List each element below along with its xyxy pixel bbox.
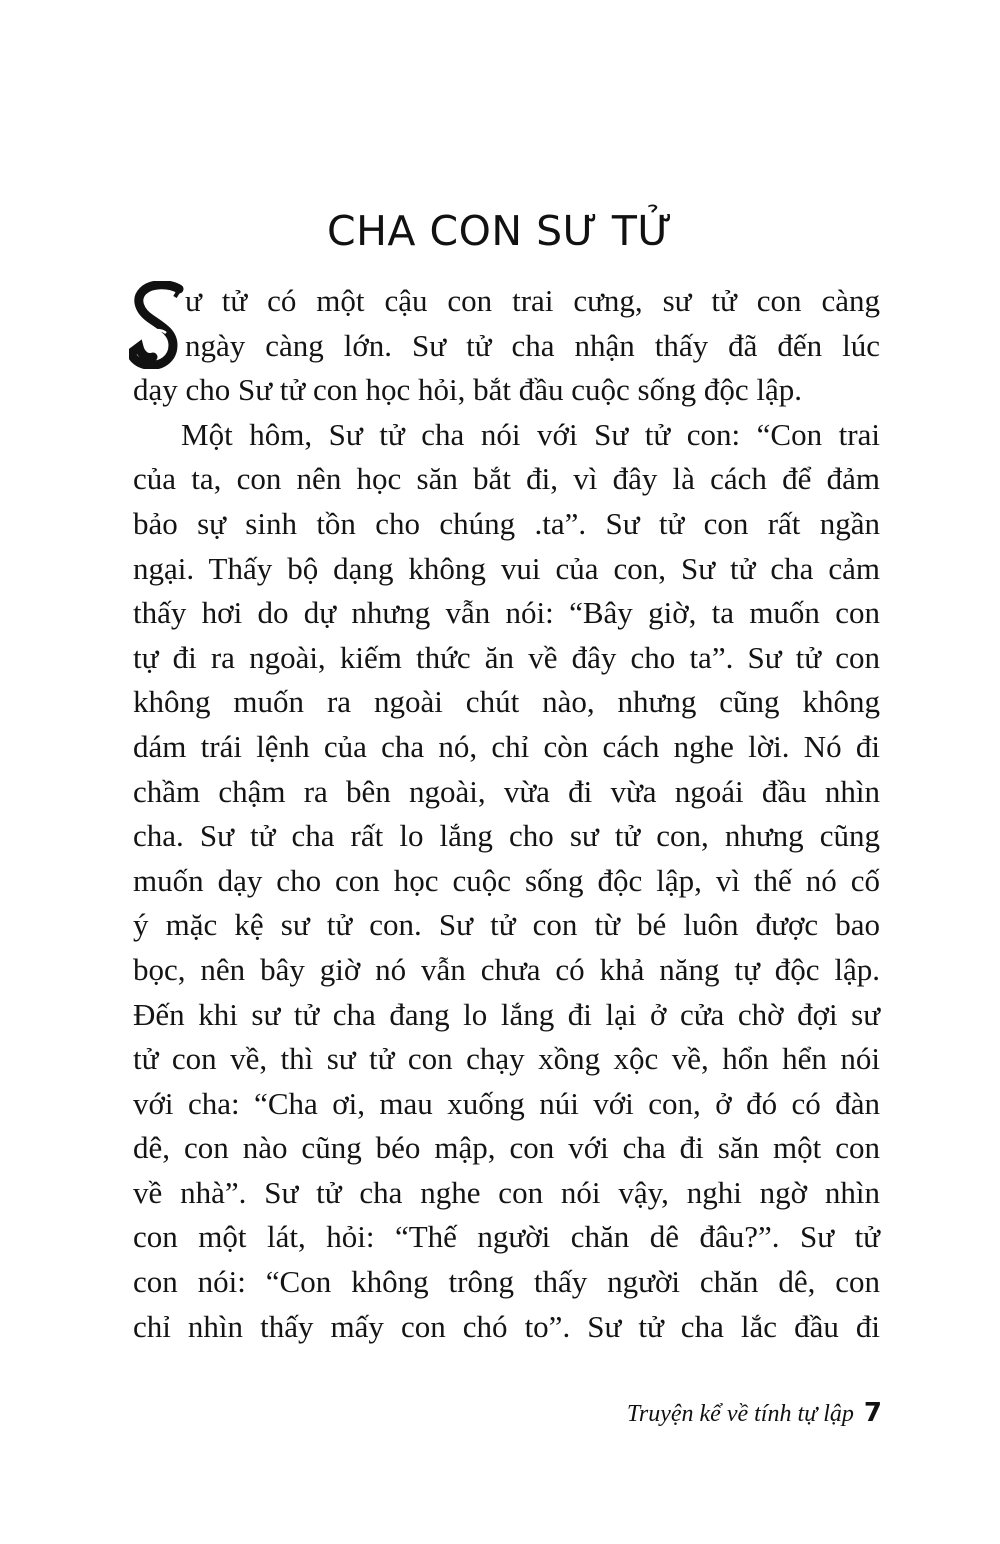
- drop-cap-s-icon: [129, 281, 185, 369]
- text-line: ngại. Thấy bộ dạng không vui của con, Sư tử cha cảm: [133, 550, 880, 586]
- text-line: con một lát, hỏi: “Thế người chăn dê đâu?”. Sư tử: [133, 1219, 880, 1255]
- text-line: chầm chậm ra bên ngoài, vừa đi vừa ngoái đầu nhìn: [133, 773, 880, 809]
- running-title: Truyện kể về tính tự lập: [626, 1401, 854, 1427]
- text-line: ý mặc kệ sư tử con. Sư tử con từ bé luôn được bao: [133, 907, 880, 943]
- text-line: dám trái lệnh của cha nó, chỉ còn cách nghe lời. Nó đi: [133, 728, 880, 764]
- text-line: dạy cho Sư tử con học hỏi, bắt đầu cuộc sống độc lập.: [133, 372, 802, 408]
- text-line: không muốn ra ngoài chút nào, nhưng cũng không: [133, 684, 880, 720]
- text-line: Đến khi sư tử cha đang lo lắng đi lại ở cửa chờ đợi sư: [133, 996, 880, 1032]
- text-line: của ta, con nên học săn bắt đi, vì đây là cách để đảm: [133, 461, 880, 497]
- text-line: tự đi ra ngoài, kiếm thức ăn về đây cho ta”. Sư tử con: [133, 639, 880, 675]
- page-title: CHA CON SƯ TỬ: [326, 207, 674, 256]
- text-line: với cha: “Cha ơi, mau xuống núi với con, ở đó có đàn: [133, 1085, 880, 1121]
- text-line: muốn dạy cho con học cuộc sống độc lập, vì thế nó cố: [133, 862, 880, 898]
- text-line: tử con về, thì sư tử con chạy xồng xộc về, hổn hển nói: [133, 1041, 880, 1077]
- text-line: chỉ nhìn thấy mấy con chó to”. Sư tử cha lắc đầu đi: [133, 1308, 880, 1344]
- story-body: [133, 279, 880, 1349]
- text-line: ư tử có một cậu con trai cưng, sư tử con càng: [185, 283, 880, 318]
- text-line: về nhà”. Sư tử cha nghe con nói vậy, nghi ngờ nhìn: [133, 1174, 880, 1210]
- text-line: dê, con nào cũng béo mập, con với cha đi săn một con: [133, 1130, 880, 1166]
- text-line: bảo sự sinh tồn cho chúng .ta”. Sư tử con rất ngần: [133, 505, 880, 541]
- page-number: 7: [863, 1398, 882, 1428]
- text-line: ngày càng lớn. Sư tử cha nhận thấy đã đến lúc: [185, 327, 880, 363]
- text-line: bọc, nên bây giờ nó vẫn chưa có khả năng tự độc lập.: [133, 951, 880, 987]
- text-line: con nói: “Con không trông thấy người chăn dê, con: [133, 1264, 880, 1300]
- page-footer: [600, 1398, 882, 1428]
- text-line: thấy hơi do dự nhưng vẫn nói: “Bây giờ, ta muốn con: [133, 595, 880, 631]
- text-line: Một hôm, Sư tử cha nói với Sư tử con: “Con trai: [181, 416, 880, 452]
- text-line: cha. Sư tử cha rất lo lắng cho sư tử con, nhưng cũng: [133, 818, 880, 854]
